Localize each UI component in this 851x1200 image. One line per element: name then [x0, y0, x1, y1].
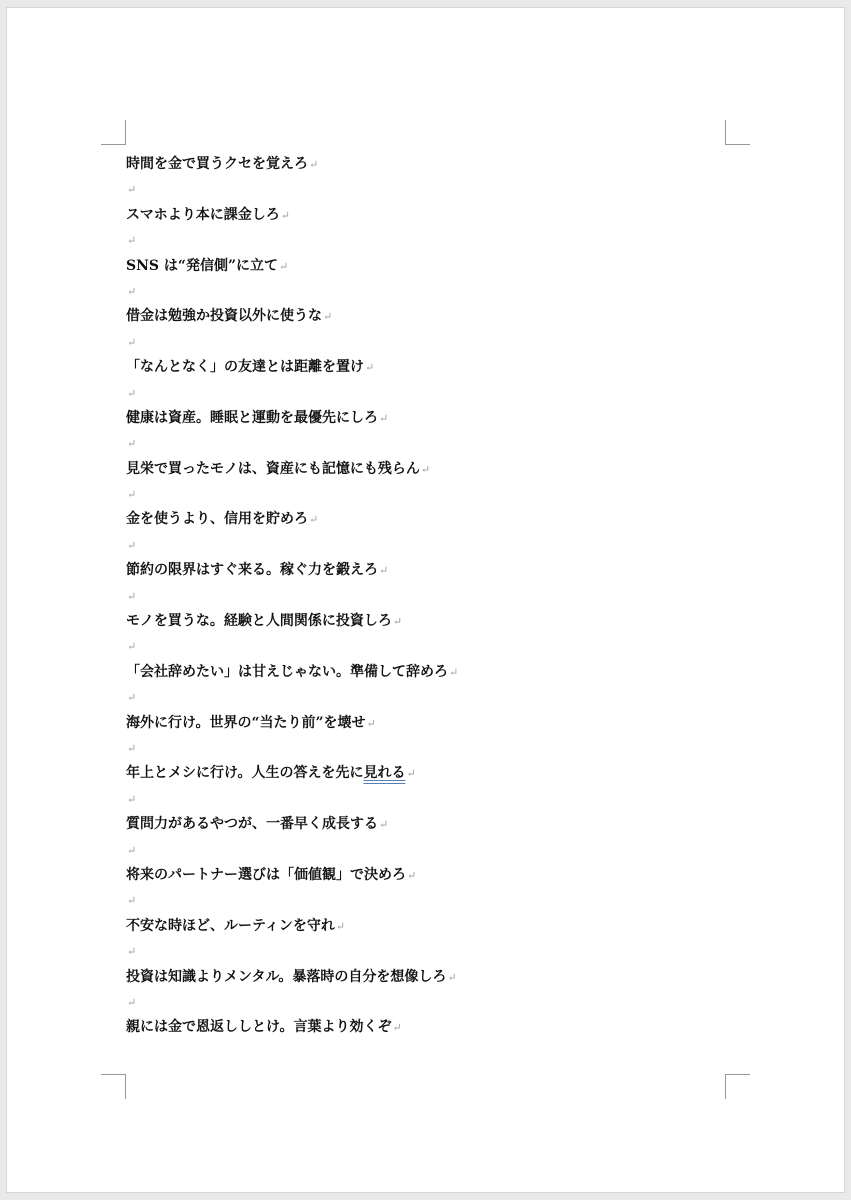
paragraph-mark-icon: ↵ [309, 158, 319, 171]
empty-paragraph[interactable] [126, 736, 726, 761]
empty-paragraph[interactable] [126, 888, 726, 913]
paragraph-13[interactable] [126, 761, 726, 786]
paragraph-mark-icon: ↵ [127, 284, 137, 298]
paragraph-mark-icon: ↵ [127, 437, 137, 451]
paragraph-mark-icon: ↵ [379, 818, 389, 832]
paragraph-7[interactable] [126, 457, 726, 482]
paragraph-mark-icon: ↵ [127, 843, 137, 857]
paragraph-5[interactable] [126, 355, 726, 380]
margin-corner-bottom-right [725, 1074, 750, 1099]
empty-paragraph[interactable] [126, 279, 726, 304]
paragraph-text: SNS は“発信側”に立て [126, 257, 278, 274]
empty-paragraph[interactable] [126, 787, 726, 812]
paragraph-mark-icon: ↵ [379, 411, 389, 425]
paragraph-mark-icon: ↵ [127, 640, 137, 654]
paragraph-14[interactable] [126, 812, 726, 837]
paragraph-mark-icon: ↵ [127, 792, 137, 806]
paragraph-text: 健康は資産。睡眠と運動を最優先にしろ [126, 409, 378, 426]
paragraph-mark-icon: ↵ [420, 462, 431, 476]
empty-paragraph[interactable] [126, 838, 726, 863]
paragraph-text: 見栄で買ったモノは、資産にも記憶にも残らん [126, 460, 420, 477]
paragraph-mark-icon: ↵ [127, 335, 137, 349]
paragraph-8[interactable] [126, 507, 726, 532]
paragraph-10[interactable] [126, 609, 726, 634]
paragraph-mark-icon: ↵ [449, 665, 459, 679]
paragraph-mark-icon: ↵ [127, 538, 137, 552]
empty-paragraph[interactable] [126, 228, 726, 253]
paragraph-text: 借金は勉強か投資以外に使うな [126, 308, 322, 325]
empty-paragraph[interactable] [126, 685, 726, 710]
empty-paragraph[interactable] [126, 431, 726, 456]
paragraph-mark-icon: ↵ [127, 589, 137, 603]
paragraph-12[interactable] [126, 711, 726, 736]
empty-paragraph[interactable] [126, 177, 726, 202]
paragraph-mark-icon: ↵ [406, 767, 416, 781]
empty-paragraph[interactable] [126, 634, 726, 659]
paragraph-mark-icon: ↵ [335, 919, 346, 933]
paragraph-text: 不安な時ほど、ルーティンを守れ [126, 917, 335, 934]
paragraph-mark-icon: ↵ [127, 995, 137, 1009]
paragraph-mark-icon: ↵ [309, 513, 319, 527]
paragraph-text: 節約の限界はすぐ来る。稼ぐ力を鍛えろ [126, 562, 378, 579]
paragraph-mark-icon: ↵ [127, 234, 137, 248]
paragraph-mark-icon: ↵ [279, 259, 289, 273]
paragraph-mark-icon: ↵ [366, 716, 376, 730]
document-body[interactable] [126, 152, 726, 1041]
paragraph-2[interactable] [126, 203, 726, 228]
paragraph-mark-icon: ↵ [392, 1021, 402, 1035]
paragraph-18[interactable] [126, 1015, 726, 1040]
paragraph-mark-icon: ↵ [323, 310, 333, 324]
paragraph-3[interactable] [126, 254, 726, 279]
margin-corner-top-left [101, 120, 126, 145]
empty-paragraph[interactable] [126, 381, 726, 406]
paragraph-text: 投資は知識よりメンタル。暴落時の自分を想像しろ [126, 968, 447, 985]
paragraph-mark-icon: ↵ [127, 183, 137, 197]
paragraph-text: 質問力があるやつが、一番早く成長する [126, 816, 378, 833]
paragraph-6[interactable] [126, 406, 726, 431]
paragraph-mark-icon: ↵ [127, 386, 137, 400]
paragraph-11[interactable] [126, 660, 726, 685]
paragraph-text: 「会社辞めたい」は甘えじゃない。準備して辞めろ [126, 663, 448, 680]
paragraph-15[interactable] [126, 863, 726, 888]
paragraph-text: 金を使うより、信用を貯めろ [126, 511, 308, 528]
spellcheck-flagged-word[interactable]: 見れる [363, 765, 406, 782]
paragraph-mark-icon: ↵ [127, 945, 137, 959]
paragraph-mark-icon: ↵ [392, 615, 403, 629]
paragraph-mark-icon: ↵ [127, 488, 137, 502]
paragraph-1[interactable] [126, 152, 726, 177]
empty-paragraph[interactable] [126, 584, 726, 609]
paragraph-mark-icon: ↵ [447, 970, 457, 984]
empty-paragraph[interactable] [126, 482, 726, 507]
paragraph-text: スマホより本に課金しろ [126, 206, 280, 223]
paragraph-mark-icon: ↵ [127, 741, 137, 755]
paragraph-17[interactable] [126, 965, 726, 990]
paragraph-text: 「なんとなく」の友達とは距離を置け [126, 359, 364, 376]
document-page [6, 7, 845, 1193]
paragraph-text: 時間を金で買うクセを覚えろ [126, 156, 308, 172]
paragraph-9[interactable] [126, 558, 726, 583]
empty-paragraph[interactable] [126, 533, 726, 558]
paragraph-text: 親には金で恩返ししとけ。言葉より効くぞ [126, 1019, 392, 1036]
paragraph-mark-icon: ↵ [127, 691, 137, 705]
paragraph-text: 将来のパートナー選びは「価値観」で決めろ [126, 866, 406, 883]
paragraph-mark-icon: ↵ [280, 208, 290, 222]
paragraph-mark-icon: ↵ [127, 894, 137, 908]
margin-corner-top-right [725, 120, 750, 145]
paragraph-text: モノを買うな。経験と人間関係に投資しろ [126, 613, 392, 630]
paragraph-text: 年上とメシに行け。人生の答えを先に [126, 765, 364, 782]
paragraph-mark-icon: ↵ [365, 361, 375, 375]
paragraph-16[interactable] [126, 914, 726, 939]
margin-corner-bottom-left [101, 1074, 126, 1099]
empty-paragraph[interactable] [126, 990, 726, 1015]
empty-paragraph[interactable] [126, 939, 726, 964]
paragraph-4[interactable] [126, 304, 726, 329]
paragraph-mark-icon: ↵ [407, 868, 417, 882]
empty-paragraph[interactable] [126, 330, 726, 355]
paragraph-mark-icon: ↵ [379, 564, 389, 578]
paragraph-text: 海外に行け。世界の“当たり前”を壊せ [126, 714, 366, 731]
